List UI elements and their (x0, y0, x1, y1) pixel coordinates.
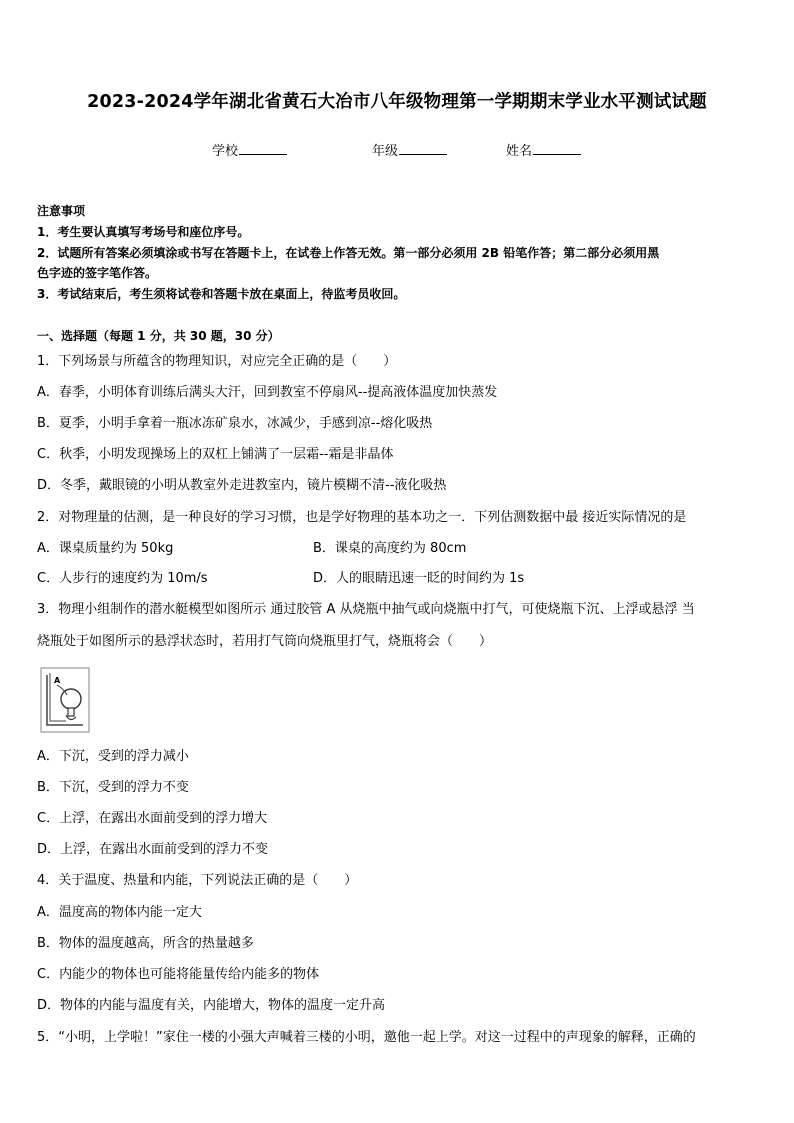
q2-option-d[interactable]: D．人的眼睛迅速一眨的时间约为 1s (313, 571, 525, 586)
school-label: 学校 (212, 144, 239, 159)
q1-option-d[interactable]: D．冬季，戴眼镜的小明从教室外走进教室内，镜片模糊不清--液化吸热 (37, 478, 447, 493)
q4-option-d[interactable]: D．物体的内能与温度有关，内能增大，物体的温度一定升高 (37, 998, 386, 1013)
q4-option-c[interactable]: C．内能少的物体也可能将能量传给内能多的物体 (37, 967, 320, 982)
q1-option-c[interactable]: C．秋季，小明发现操场上的双杠上铺满了一层霜--霜是非晶体 (37, 447, 394, 462)
q2-option-b[interactable]: B．课桌的高度约为 80cm (313, 541, 467, 556)
q2-option-a[interactable]: A．课桌质量约为 50kg (37, 541, 174, 556)
section-heading: 一、选择题（每题 1 分，共 30 题，30 分） (37, 329, 280, 343)
question-1-stem: 1．下列场景与所蕴含的物理知识，对应完全正确的是（ ） (37, 354, 397, 369)
q3-option-c[interactable]: C．上浮，在露出水面前受到的浮力增大 (37, 811, 268, 826)
note-item: 色字迹的签字笔作答。 (37, 266, 158, 280)
name-label: 姓名 (506, 144, 533, 159)
submarine-model-figure (40, 667, 90, 733)
grade-field (372, 140, 447, 159)
question-5-stem: 5．“小明，上学啦！”家住一楼的小强大声喊着三楼的小明，邀他一起上学。对这一过程中的声现象的解释，正确的 (37, 1030, 696, 1045)
note-item: 3．考试结束后，考生须将试卷和答题卡放在桌面上，待监考员收回。 (37, 287, 406, 301)
q3-option-b[interactable]: B．下沉，受到的浮力不变 (37, 780, 189, 795)
notes-heading: 注意事项 (37, 204, 86, 218)
question-3-stem: 3．物理小组制作的潜水艇模型如图所示 通过胶管 A 从烧瓶中抽气或向烧瓶中打气，可使烧瓶下沉、上浮或悬浮 当 (37, 602, 695, 617)
q3-option-d[interactable]: D．上浮，在露出水面前受到的浮力不变 (37, 842, 269, 857)
q4-option-a[interactable]: A．温度高的物体内能一定大 (37, 905, 202, 920)
q4-option-b[interactable]: B．物体的温度越高，所含的热量越多 (37, 936, 254, 951)
q2-option-c[interactable]: C．人步行的速度约为 10m/s (37, 571, 208, 586)
page-title: 2023-2024学年湖北省黄石大冶市八年级物理第一学期期末学业水平测试试题 (87, 92, 707, 112)
name-blank[interactable] (533, 143, 581, 155)
q3-option-a[interactable]: A．下沉，受到的浮力减小 (37, 749, 189, 764)
grade-label: 年级 (372, 144, 399, 159)
school-field (212, 140, 287, 159)
q1-option-b[interactable]: B．夏季，小明手拿着一瓶冰冻矿泉水，冰减少，手感到凉--熔化吸热 (37, 416, 433, 431)
question-3-stem-cont: 烧瓶处于如图所示的悬浮状态时，若用打气筒向烧瓶里打气，烧瓶将会（ ） (37, 634, 493, 649)
name-field (506, 140, 581, 159)
q1-option-a[interactable]: A．春季，小明体育训练后满头大汗，回到教室不停扇风--提高液体温度加快蒸发 (37, 385, 498, 400)
school-blank[interactable] (239, 143, 287, 155)
note-item: 2．试题所有答案必须填涂或书写在答题卡上，在试卷上作答无效。第一部分必须用 2B 铅笔作答；第二部分必须用黑 (37, 246, 660, 260)
note-item: 1．考生要认真填写考场号和座位序号。 (37, 225, 250, 239)
question-2-stem: 2．对物理量的估测，是一种良好的学习习惯，也是学好物理的基本功之一．下列估测数据中最 接近实际情况的是 (37, 510, 687, 525)
figure-label-a: A (54, 676, 61, 685)
grade-blank[interactable] (399, 143, 447, 155)
question-4-stem: 4．关于温度、热量和内能，下列说法正确的是（ ） (37, 873, 358, 888)
